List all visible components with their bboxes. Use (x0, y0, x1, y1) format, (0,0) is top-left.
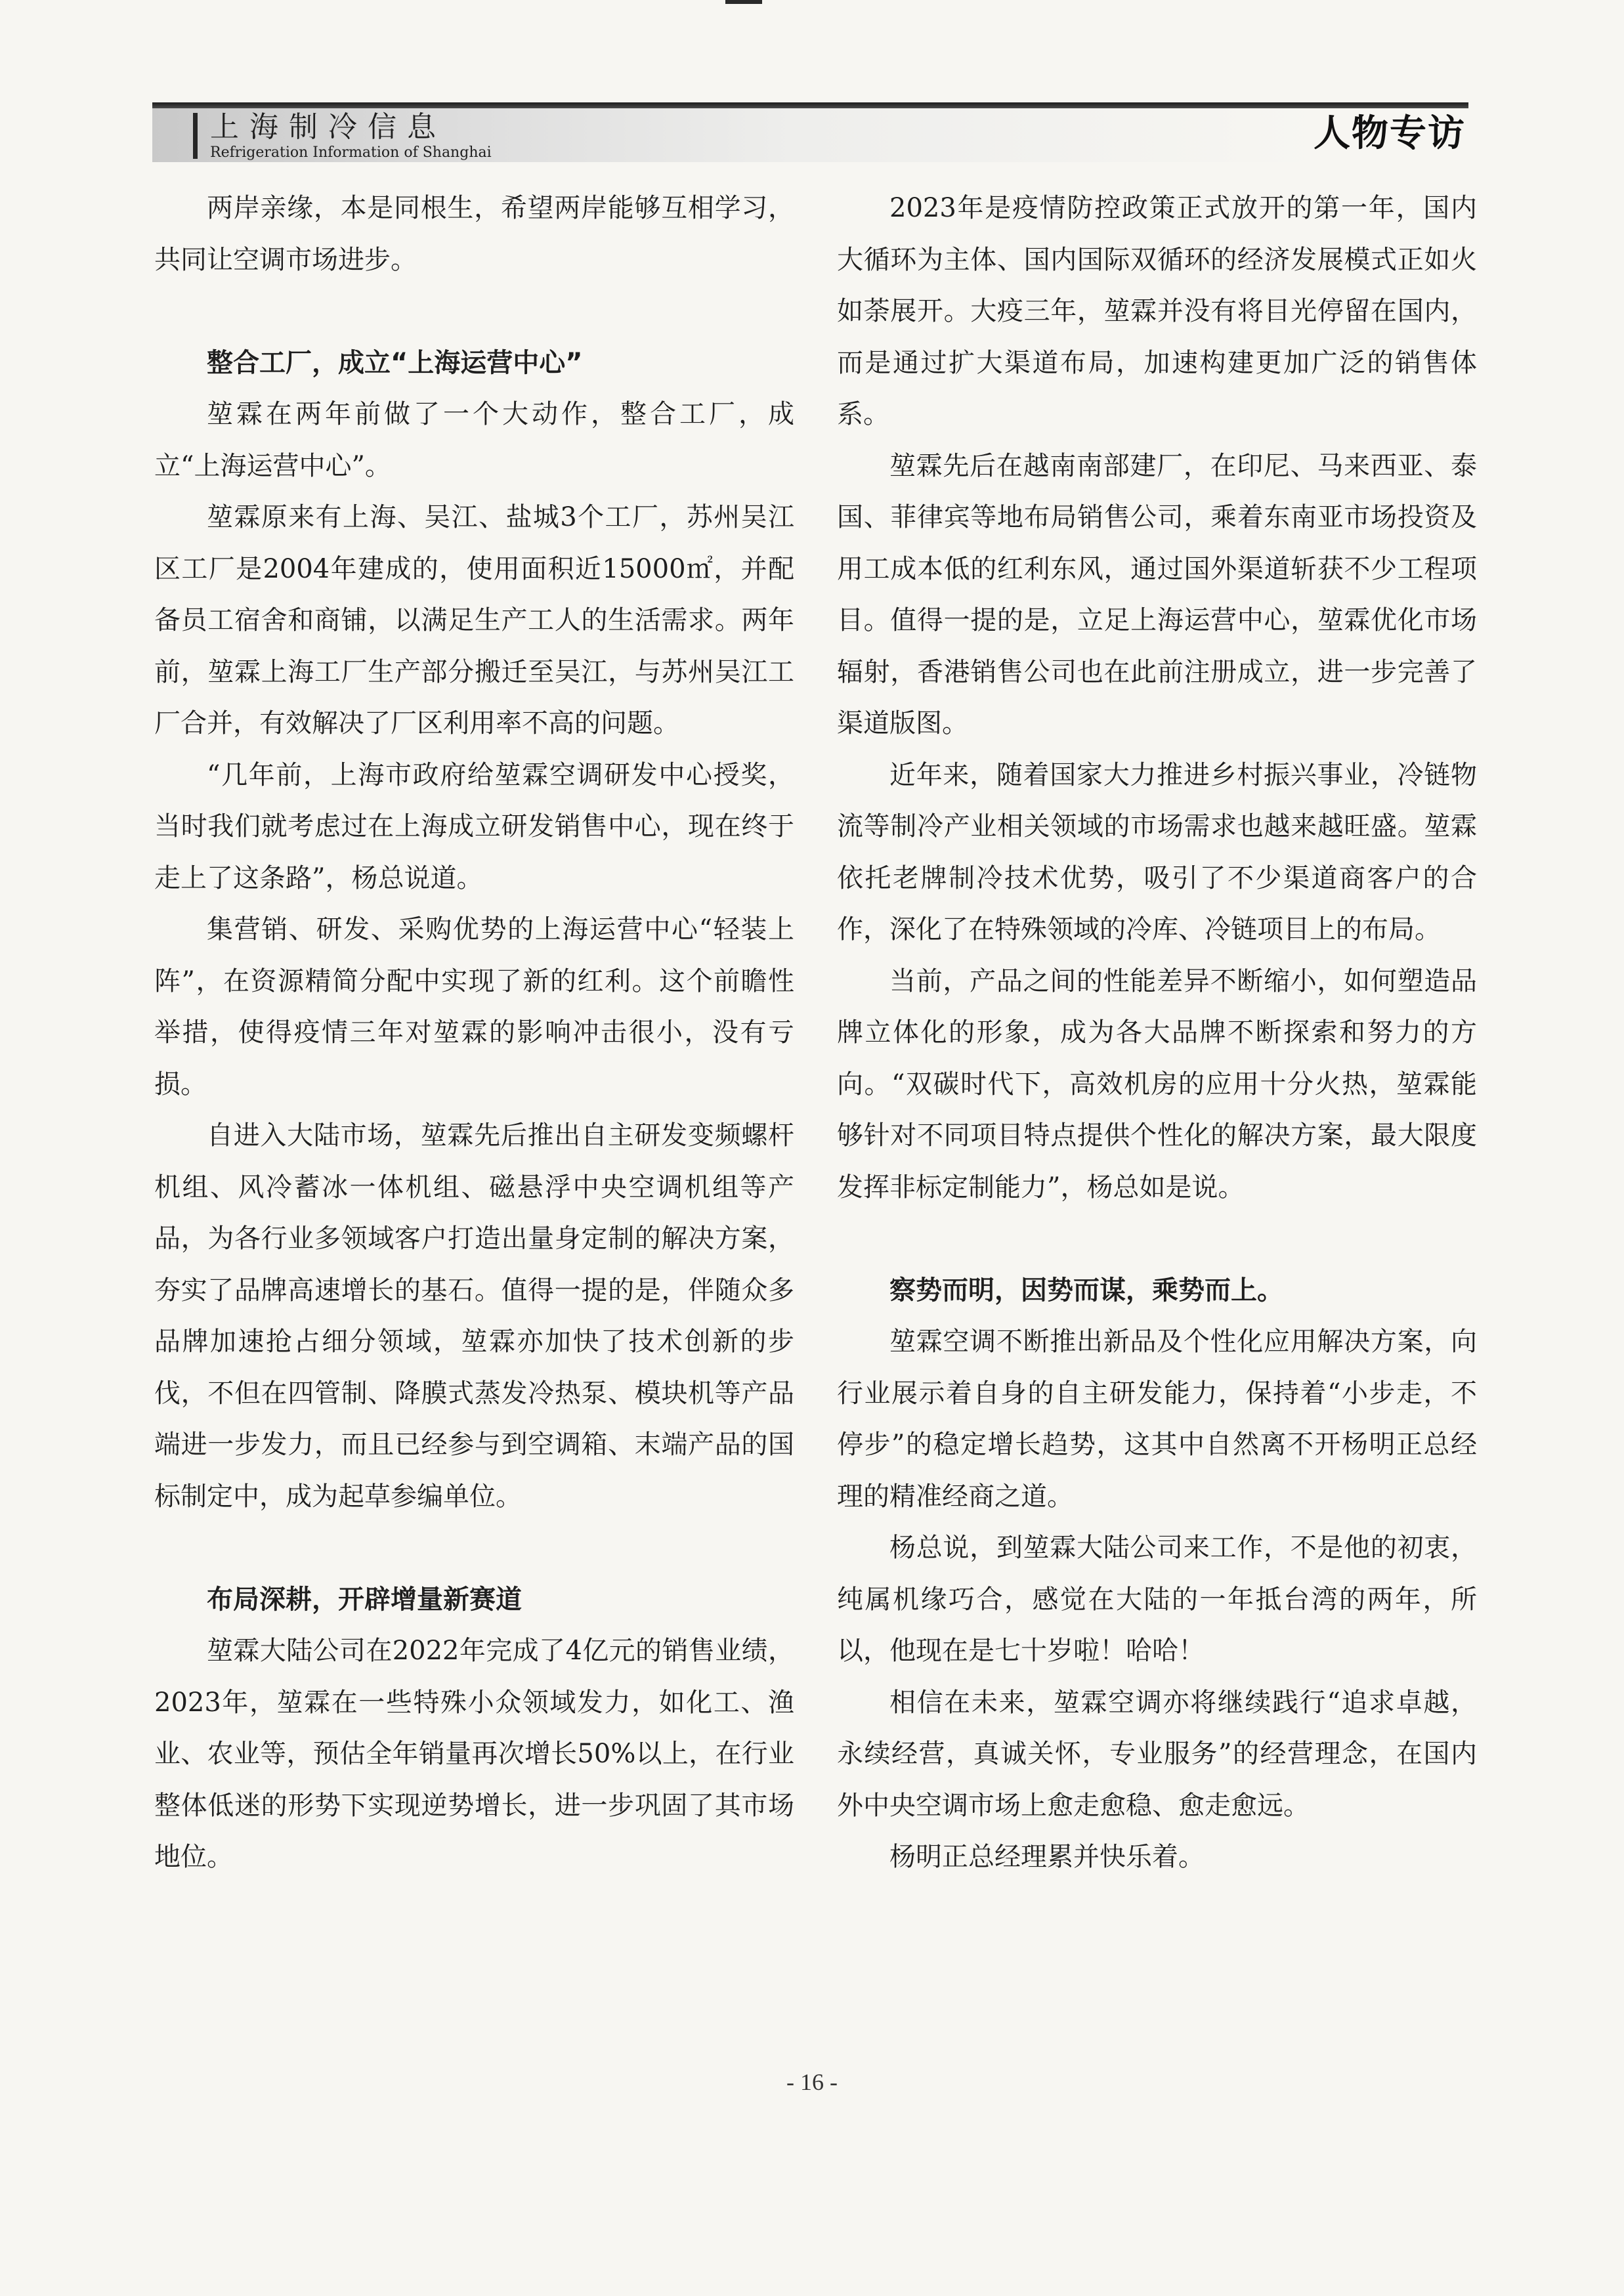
page-header (152, 98, 1468, 164)
section-title: 人物专访 (1314, 112, 1466, 155)
paragraph: 2023年是疫情防控政策正式放开的第一年，国内大循环为主体、国内国际双循环的经济发展模式正如火如荼展开。大疫三年，堃霖并没有将目光停留在国内，而是通过扩大渠道布局，加速构建更加广泛的销售体系。 (837, 193, 1477, 429)
paragraph: 自进入大陆市场，堃霖先后推出自主研发变频螺杆机组、风冷蓄冰一体机组、磁悬浮中央空调机组等产品，为各行业多领域客户打造出量身定制的解决方案，夯实了品牌高速增长的基石。值得一提的是，伴随众多品牌加速抢占细分领域，堃霖亦加快了技术创新的步伐，不但在四管制、降膜式蒸发冷热泵、模块机等产品端进一步发力，而且已经参与到空调箱、末端产品的国标制定中，成为起草参编单位。 (154, 1120, 794, 1512)
top-edge-mark (725, 0, 762, 4)
paragraph: 集营销、研发、采购优势的上海运营中心“轻装上阵”，在资源精简分配中实现了新的红利。这个前瞻性举措，使得疫情三年对堃霖的影响冲击很小，没有亏损。 (154, 914, 794, 1099)
subheading: 布局深耕，开辟增量新赛道 (207, 1584, 522, 1615)
left-column (154, 182, 794, 1883)
paragraph: 堃霖原来有上海、吴江、盐城3个工厂，苏州吴江区工厂是2004年建成的，使用面积近15000㎡，并配备员工宿舍和商铺，以满足生产工人的生活需求。两年前，堃霖上海工厂生产部分搬迁至吴江，与苏州吴江工厂合并，有效解决了厂区利用率不高的问题。 (154, 502, 794, 738)
paragraph: “几年前，上海市政府给堃霖空调研发中心授奖，当时我们就考虑过在上海成立研发销售中心，现在终于走上了这条路”，杨总说道。 (154, 759, 794, 893)
paragraph: 当前，产品之间的性能差异不断缩小，如何塑造品牌立体化的形象，成为各大品牌不断探索和努力的方向。“双碳时代下，高效机房的应用十分火热，堃霖能够针对不同项目特点提供个性化的解决方案，最大限度发挥非标定制能力”，杨总如是说。 (837, 966, 1477, 1202)
paragraph: 杨总说，到堃霖大陆公司来工作，不是他的初衷，纯属机缘巧合，感觉在大陆的一年抵台湾的两年，所以，他现在是七十岁啦！哈哈！ (837, 1533, 1477, 1666)
paragraph: 堃霖空调不断推出新品及个性化应用解决方案，向行业展示着自身的自主研发能力，保持着“小步走，不停步”的稳定增长趋势，这其中自然离不开杨明正总经理的精准经商之道。 (837, 1327, 1477, 1512)
header-rule (152, 102, 1468, 108)
journal-title-english: Refrigeration Information of Shanghai (210, 144, 492, 161)
paragraph: 堃霖大陆公司在2022年完成了4亿元的销售业绩，2023年，堃霖在一些特殊小众领域发力，如化工、渔业、农业等，预估全年销量再次增长50%以上，在行业整体低迷的形势下实现逆势增长，进一步巩固了其市场地位。 (154, 1636, 794, 1872)
subheading: 察势而明，因势而谋，乘势而上。 (889, 1275, 1283, 1306)
paragraph: 堃霖先后在越南南部建厂，在印尼、马来西亚、泰国、菲律宾等地布局销售公司，乘着东南亚市场投资及用工成本低的红利东风，通过国外渠道斩获不少工程项目。值得一提的是，立足上海运营中心，堃霖优化市场辐射，香港销售公司也在此前注册成立，进一步完善了渠道版图。 (837, 450, 1477, 738)
header-bar-mark (193, 113, 198, 159)
paragraph: 相信在未来，堃霖空调亦将继续践行“追求卓越，永续经营，真诚关怀，专业服务”的经营理念，在国内外中央空调市场上愈走愈稳、愈走愈远。 (837, 1687, 1477, 1821)
page-number: - 16 - (786, 2069, 838, 2095)
paragraph: 近年来，随着国家大力推进乡村振兴事业，冷链物流等制冷产业相关领域的市场需求也越来越旺盛。堃霖依托老牌制冷技术优势，吸引了不少渠道商客户的合作，深化了在特殊领域的冷库、冷链项目上的布局。 (837, 759, 1477, 945)
paragraph: 杨明正总经理累并快乐着。 (889, 1842, 1205, 1872)
subheading: 整合工厂，成立“上海运营中心” (207, 347, 583, 378)
paragraph: 堃霖在两年前做了一个大动作，整合工厂，成立“上海运营中心”。 (154, 399, 794, 481)
journal-title: 上海制冷信息 (210, 110, 446, 144)
right-column (837, 182, 1477, 1883)
paragraph: 两岸亲缘，本是同根生，希望两岸能够互相学习，共同让空调市场进步。 (154, 193, 794, 275)
